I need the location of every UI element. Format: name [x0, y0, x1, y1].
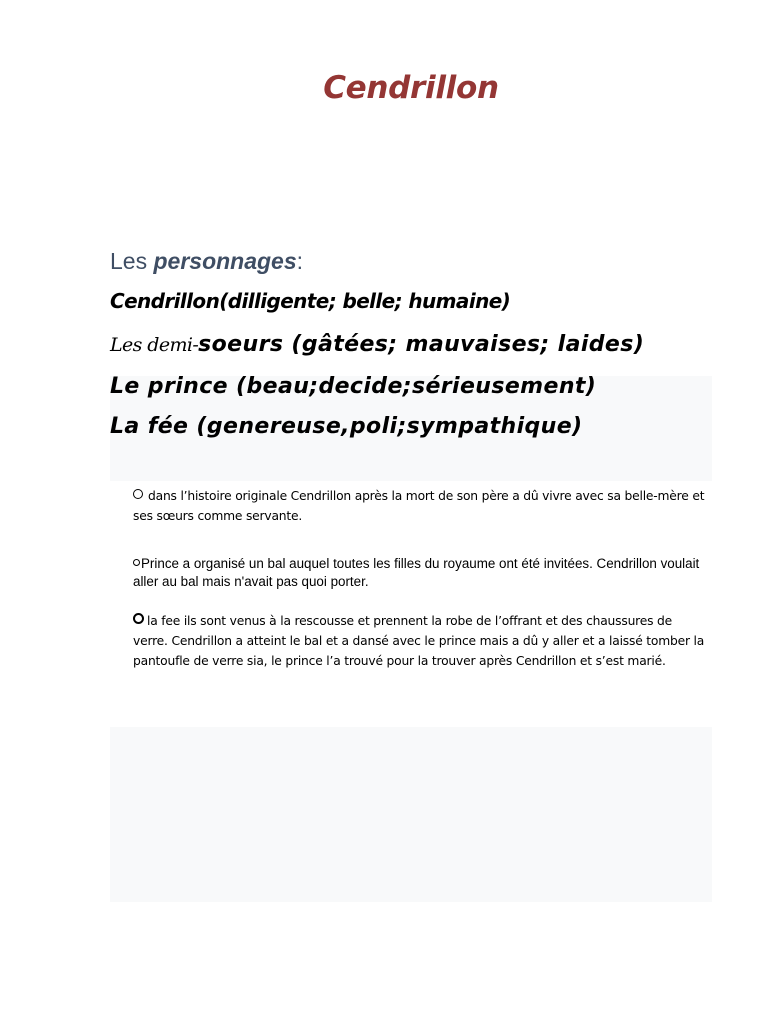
section-heading-suffix: :: [296, 248, 304, 274]
character-line-demi-soeurs: [110, 332, 644, 357]
list-item: [133, 611, 708, 671]
shaded-block-empty: [110, 727, 712, 902]
circle-bullet-icon: [133, 489, 143, 499]
section-heading: [110, 248, 303, 275]
character-line-cendrillon: Cendrillon(dilligente; belle; humaine): [110, 289, 511, 313]
list-item: [133, 555, 708, 591]
circle-bullet-icon: [133, 613, 144, 624]
character-line-prince: Le prince (beau;decide;sérieusement): [110, 374, 597, 399]
character-line-fee: La fée (genereuse,poli;sympathique): [110, 414, 583, 439]
character-prefix: Les demi-: [110, 334, 199, 356]
list-item-text: dans l’histoire originale Cendrillon après la mort de son père a dû vivre avec sa belle-mère et ses sœurs comme servante.: [133, 489, 705, 523]
section-heading-prefix: Les: [110, 248, 154, 274]
document-title: Cendrillon: [323, 70, 499, 106]
section-heading-emphasis: personnages: [153, 248, 297, 274]
list-item-text: la fee ils sont venus à la rescousse et prennent la robe de l’offrant et des chaussures de verre. Cendrillon a atteint le bal et a dansé avec le prince mais a dû y aller et a laissé tomber la pantoufle de verre sia, le prince l’a trouvé pour la trouver après Cendrillon et s’est marié.: [133, 614, 705, 668]
list-item: [133, 486, 708, 526]
character-text: soeurs (gâtées; mauvaises; laides): [198, 332, 645, 357]
list-item-text: Prince a organisé un bal auquel toutes les filles du royaume ont été invitées. Cendrillon voulait aller au bal mais n'avait pas quoi porter.: [133, 556, 700, 589]
circle-bullet-icon: [133, 559, 140, 566]
